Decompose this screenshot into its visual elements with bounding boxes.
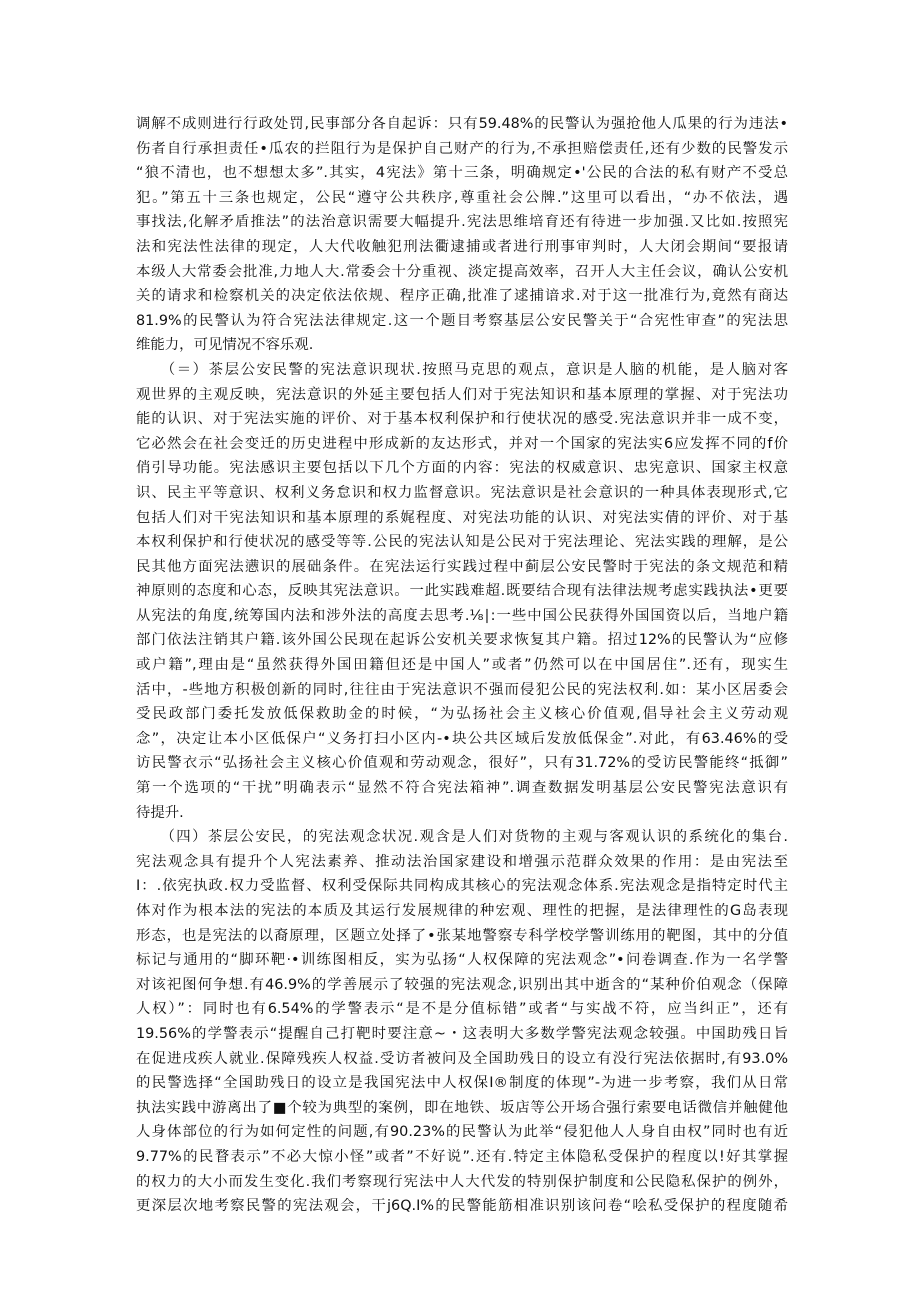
text-line: 念”，决定让本小区低保户“义务打扫小区内-•块公共区域后发放低保金”.对此，有63.46%的受 <box>136 730 788 747</box>
text-line: 宪法观念具有提升个人宪法素养、推动法治国家建设和增强示范群众效果的作用：是由宪法至 <box>136 853 788 870</box>
text-line: 本级人大常委会批准,力地人大.常委会十分重视、淡定提高效率，召开人大主任会议，确认公安机 <box>136 263 788 280</box>
text-line: 受民政部门委托发放低保救助金的时候，“为弘扬社会主义核心价值观,倡导社会主义劳动观 <box>136 706 788 723</box>
text-line: （＝）茶层公安民警的宪法意识现状.按照马克思的观点，意识是人脑的机能，是人脑对客 <box>136 361 788 378</box>
text-line: I：.依宪执政.权力受监督、权利受保际共同构成其核心的宪法观念体系.宪法观念是指特定时代主 <box>136 878 788 895</box>
text-line: 俏引导功能。宪法感识主要包括以下几个方面的内容：宪法的权威意识、忠宪意识、国家主权意 <box>136 460 788 477</box>
text-line: 或户籍”,理由是“虽然获得外国田籍但还是中国人”或者”仍然可以在中国居住”.还有，现实生 <box>136 657 788 674</box>
text-line: 19.56%的学警表示“提醒自己打靶时要注意~・这表明大多数学警宪法观念较强。中国助残日旨 <box>136 1025 788 1042</box>
text-line: 81.9%的民警认为符合宪法法律规定.这一个题目考察基层公安民警关于“合宪性审查”的宪法思 <box>136 312 788 329</box>
text-line: 神原则的态度和心态，反映其宪法意识。一此实践难超.既要结合现有法律法规考虑实践执法•更要 <box>136 583 788 600</box>
text-line: 活中，-些地方积极创新的同时,往往由于宪法意识不强而侵犯公民的宪法权利.如：某小区居委会 <box>136 681 788 698</box>
text-line: 维能力，可见情况不容乐观. <box>136 337 314 354</box>
text-line: 民其他方面宪法懑识的展础条件。在宪法运行实践过程中蓟层公安民警时于宪法的条文规范和精 <box>136 558 788 575</box>
text-line: 观世界的主观反映，宪法意识的外延主要包括人们对于宪法知识和基本原理的掌握、对于宪法功 <box>136 386 788 403</box>
text-line: 对该祀图何争想.有46.9%的学善展示了较强的宪法观念,识别出其中逝含的“某种价伯观念（保障 <box>136 976 788 993</box>
document-body <box>136 112 788 1219</box>
text-line: 访民警衣示“弘扬社会主义核心价值观和劳动观念，很好”，只有31.72%的受访民警能终“抵御” <box>136 755 788 772</box>
text-line: 在促进戌疾人就业.保障残疾人权益.受访者被问及全国助残日的设立有没行宪法依据时,有93.0% <box>136 1050 788 1067</box>
text-line: 包括人们对干宪法知识和基本原理的系娓程度、对宪法功能的认识、对宪法实倩的评价、对于基 <box>136 509 788 526</box>
text-line: 从宪法的角度,统筹国内法和涉外法的高度去思考.⅛∣:一些中国公民获得外国国资以后，当地户籍 <box>136 607 788 624</box>
text-line: 执法实践中游离出了■个较为典型的案例，即在地铁、坂店等公开场合强行索要电话微信并触健他 <box>136 1099 788 1116</box>
text-line: 9.77%的民瞀表示”不必大惊小怪”或者”不好说”.还有.特定主体隐私受保护的程度以!好其掌握 <box>136 1148 788 1165</box>
text-line: （四）茶层公安民，的宪法观念状况.观含是人们对货物的主观与客观认识的系统化的集台. <box>136 829 788 846</box>
text-line: 体对作为根本法的宪法的本质及其运行发展规律的种宏观、理性的把握，是法律理性的G岛表现 <box>136 903 788 919</box>
text-line: 第一个选项的“干扰”明确表示“显然不符合宪法箱神”.调查数据发明基层公安民警宪法意识有 <box>136 780 788 797</box>
text-line: 待提升. <box>136 804 184 821</box>
text-line: 人权）”：同时也有6.54%的学警表示“是不是分值标错”或者“与实战不符，应当纠正”，还有 <box>136 1001 788 1018</box>
text-line: 伤者自行承担责任•瓜农的拦阻行为是保护自己财产的行为,不承担赔偿责任,还有少数的民警发示 <box>136 140 788 157</box>
text-line: 本权利保护和行使状况的感受等等.公民的宪法认知是公民对于宪法理论、宪法实践的理解，是公 <box>136 534 788 551</box>
text-line: 能的认识、对于宪法实施的评价、对于基本权利保护和行使状况的感受.宪法意识并非一成不变， <box>136 411 788 428</box>
text-line: 调解不成则进行行政处罚,民事部分各自起诉：只有59.48%的民警认为强抢他人瓜果的行为违法• <box>136 116 788 132</box>
text-line: 人身体部位的行为如何定性的问题,有90.23%的民警认为此举“侵犯他人人身自由权”同时也有近 <box>136 1124 788 1141</box>
text-line: “狼不清也，也不想想太多”.其实，4宪法》第十三条，明确规定•'公民的合法的私有财产不受总 <box>136 165 788 182</box>
text-line: 它必然会在社会变迁的历史进程中形成新的友达形式，并对一个国家的宪法实6应发挥不同的f价 <box>136 435 788 452</box>
text-line: 的权力的大小而发生变化.我们考察现行宪法中人大代发的特别保护制度和公民隐私保护的例外， <box>136 1173 788 1190</box>
text-line: 法和宪法性法律的现定，人大代收触犯刑法衢逮捕或者进行刑事审判时，人大闭会期间“要报请 <box>136 238 788 255</box>
text-line: 形态，也是宪法的以裔原理，区题立处择了•张某地警察专科学校学警训练用的靶图，其中的分值 <box>136 927 788 944</box>
text-line: 的民警选择“全国助残日的设立是我国宪法中人权保I®制度的体现”-为进一步考察，我们从日常 <box>136 1075 788 1092</box>
text-line: 标记与通用的“脚环靶·•训练图相反，实为弘扬“人权保障的宪法观念”•问卷调查.作为一名学警 <box>136 952 788 969</box>
text-line: 犯。”第五十三条也规定，公民“遵守公共秩序,尊重社会公牌.”这里可以看出，“办不依法，遇 <box>136 189 788 206</box>
text-line: 事找法,化解矛盾推法”的法治意识需要大幅提升.宪法思维培育还有待进一步加强.又比如.按照宪 <box>136 214 788 231</box>
text-line: 识、民主平等意识、权利义务怠识和权力监督意识。宪法意识是社会意识的一种具体表现形式,它 <box>136 484 788 501</box>
text-line: 关的请求和检察机关的决定依法依规、程序正确,批准了逑捕谙求.对于这一批准行为,竟然有商达 <box>136 288 788 305</box>
text-line: 部门依法注销其户籍.该外国公民现在起诉公安机关要求恢复其户籍。招过12%的民警认为“应修 <box>136 632 788 649</box>
text-line: 更深层次地考察民警的宪法观会，干j6Q.I%的民警能筋相准识别该问卷“哙私受保护的程度随希 <box>136 1198 788 1215</box>
